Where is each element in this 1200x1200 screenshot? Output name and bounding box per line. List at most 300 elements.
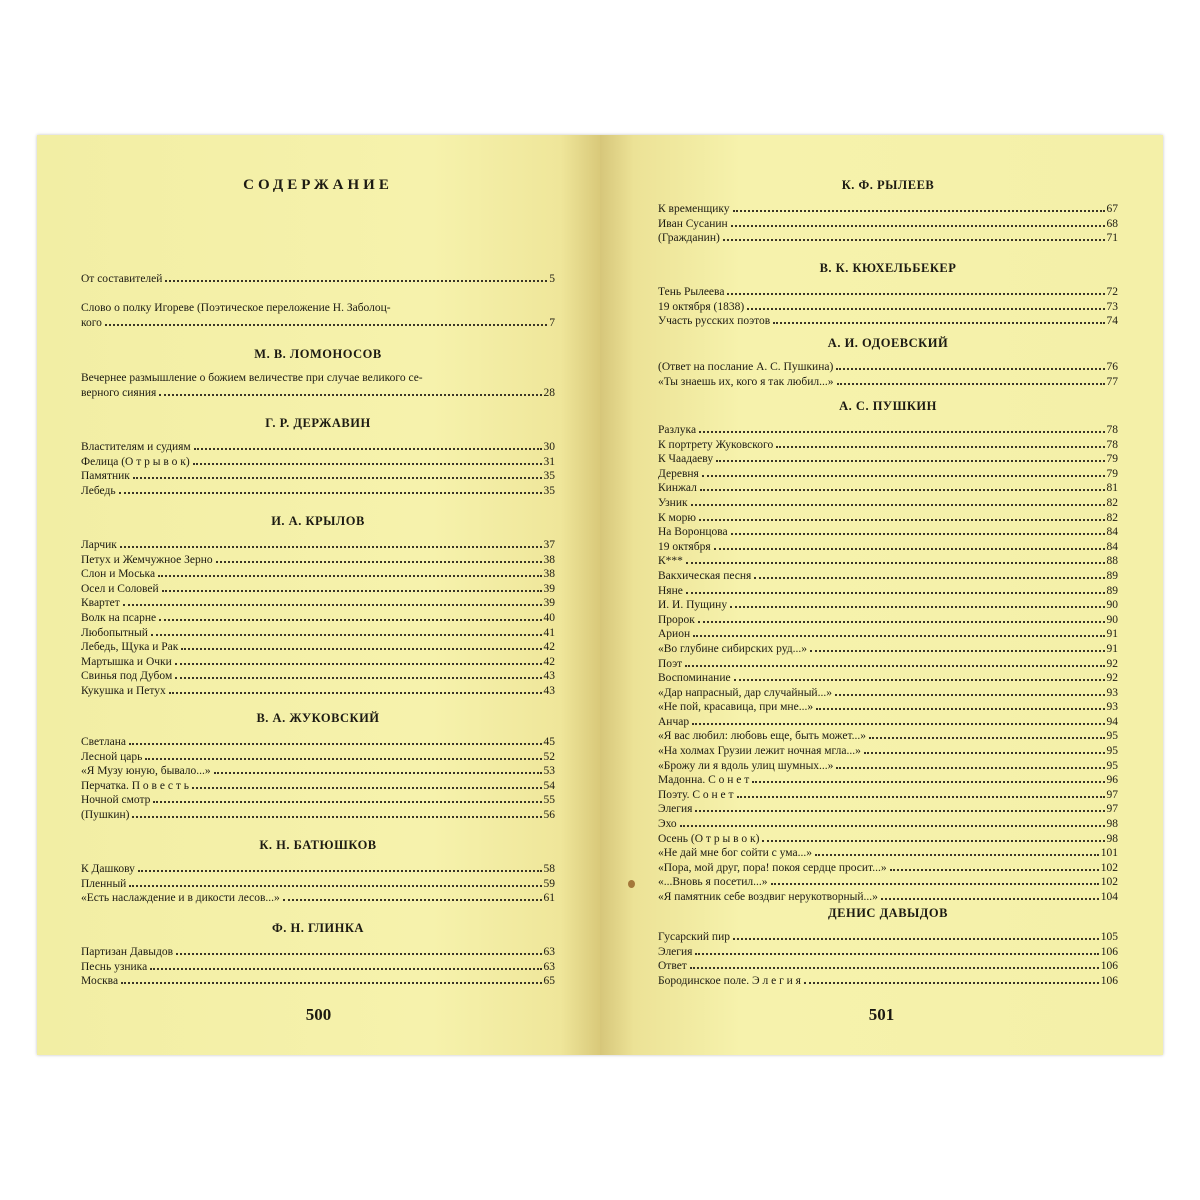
entry-page: 95: [1106, 745, 1118, 758]
toc-entry: [658, 613, 1118, 628]
section-batyushkov: [81, 837, 555, 906]
contents-title: СОДЕРЖАНИЕ: [243, 177, 393, 193]
author-heading: К. Ф. РЫЛЕЕВ: [841, 178, 935, 192]
author-heading: Г. Р. ДЕРЖАВИН: [265, 416, 371, 430]
entry-page: 71: [1106, 232, 1118, 245]
entry-title: «Есть наслаждение и в дикости лесов...»: [81, 892, 280, 905]
entry-page: 102: [1100, 876, 1118, 889]
leader-dots: [837, 383, 1105, 385]
leader-dots: [690, 967, 1099, 969]
toc-entry: [81, 808, 555, 823]
entry-title: Свинья под Дубом: [81, 670, 173, 683]
entry-title: Кукушка и Петух: [81, 684, 166, 697]
entry-title: К морю: [658, 511, 696, 524]
entry-page: 95: [1106, 730, 1118, 743]
entry-page: 30: [543, 441, 555, 453]
entry-page: 98: [1106, 832, 1118, 845]
toc-entry: [81, 655, 555, 670]
entry-page: 39: [543, 597, 555, 610]
entry-title: От составителей: [81, 273, 163, 285]
entry-title: «...Вновь я посетил...»: [658, 876, 768, 889]
leader-dots: [129, 743, 542, 745]
entry-title: Разлука: [658, 424, 697, 436]
entry-title: Няне: [658, 584, 683, 597]
leader-dots: [120, 546, 542, 548]
entry-title: Арион: [658, 628, 691, 641]
leader-dots: [192, 787, 542, 789]
book-spread: [37, 135, 1163, 1055]
entry-page: 78: [1106, 438, 1118, 451]
entry-title: К Чаадаеву: [658, 453, 714, 466]
toc-entry: [658, 642, 1118, 657]
entry-page: 91: [1106, 642, 1118, 655]
entry-title: Памятник: [81, 470, 130, 483]
entry-page: 5: [549, 273, 555, 285]
leader-dots: [754, 577, 1104, 579]
entry-page: 79: [1106, 453, 1118, 466]
toc-entry: [81, 626, 555, 641]
entry-title: Кинжал: [658, 482, 697, 495]
toc-entry: [81, 272, 555, 287]
entry-title: 19 октября: [658, 540, 711, 553]
entry-page: 97: [1106, 788, 1118, 801]
entry-title: Москва: [81, 975, 119, 988]
leader-dots: [734, 679, 1105, 681]
entry-title: Деревня: [658, 467, 699, 480]
entry-page: 63: [543, 946, 555, 958]
leader-dots: [181, 648, 541, 650]
entry-page: 92: [1106, 657, 1118, 670]
toc-entry: [81, 582, 555, 597]
entry-page: 106: [1100, 960, 1118, 973]
author-heading: И. А. КРЫЛОВ: [271, 514, 365, 528]
leader-dots: [105, 324, 547, 326]
entry-title: Перчатка. П о в е с т ь: [81, 779, 189, 792]
entry-page: 68: [1106, 217, 1118, 230]
leader-dots: [737, 796, 1105, 798]
leader-dots: [699, 519, 1105, 521]
leader-dots: [810, 650, 1105, 652]
entry-title: «Не дай мне бог сойти с ума...»: [658, 847, 812, 860]
leader-dots: [176, 953, 542, 955]
entry-title: Иван Сусанин: [658, 217, 728, 230]
toc-entry: [81, 538, 555, 553]
page-number: 500: [305, 1005, 332, 1024]
toc-entry: [658, 285, 1118, 300]
entry-title-line2: кого: [81, 316, 102, 329]
entry-page: 90: [1106, 599, 1118, 612]
leader-dots: [123, 604, 542, 606]
entry-page: 43: [543, 670, 555, 683]
leader-dots: [162, 590, 542, 592]
toc-entry: [658, 314, 1118, 329]
toc-entry: [81, 793, 555, 808]
leader-dots: [685, 665, 1104, 667]
entry-title: Поэту. С о н е т: [658, 788, 734, 801]
leader-dots: [890, 869, 1099, 871]
entry-page: 91: [1106, 628, 1118, 641]
entry-title: Фелица (О т р ы в о к): [81, 455, 190, 468]
entry-page: 37: [543, 539, 555, 551]
entry-page: 82: [1106, 511, 1118, 524]
leader-dots: [150, 968, 541, 970]
section-zhukovsky: [81, 710, 555, 823]
entry-page: 42: [543, 655, 555, 668]
toc-entry: [658, 802, 1118, 817]
toc-entry: [658, 202, 1118, 217]
entry-title: Бородинское поле. Э л е г и я: [658, 974, 801, 987]
entry-page: 78: [1106, 424, 1118, 436]
entry-page: 81: [1106, 482, 1118, 495]
leader-dots: [132, 816, 541, 818]
leader-dots: [159, 619, 541, 621]
entry-title: Элегия: [658, 945, 693, 958]
leader-dots: [731, 225, 1105, 227]
entry-page: 35: [543, 484, 555, 497]
entry-title: Петух и Жемчужное Зерно: [81, 553, 213, 566]
entry-title: Поэт: [658, 657, 683, 670]
entry-title: «Во глубине сибирских руд...»: [658, 642, 807, 655]
section-odoevsky: [658, 335, 1118, 389]
entry-page: 106: [1100, 974, 1118, 987]
entry-title: (Пушкин): [81, 808, 130, 821]
section-pushkin: [658, 398, 1118, 905]
entry-title: «Ты знаешь их, кого я так любил...»: [658, 375, 834, 388]
entry-title: (Ответ на послание А. С. Пушкина): [658, 361, 834, 373]
right-page: [600, 135, 1163, 1055]
toc-entry: [658, 671, 1118, 686]
entry-page: 7: [549, 316, 555, 329]
entry-title: Лесной царь: [81, 750, 143, 763]
leader-dots: [283, 899, 542, 901]
entry-page: 105: [1100, 931, 1118, 943]
section-krylov: [81, 513, 555, 699]
entry-page: 98: [1106, 818, 1118, 831]
leader-dots: [723, 239, 1105, 241]
entry-title-line1: Вечернее размышление о божием величестве при случае великого се-: [81, 372, 423, 384]
entry-title: Ночной смотр: [81, 794, 151, 807]
entry-page: 77: [1106, 375, 1118, 388]
leader-dots: [680, 825, 1105, 827]
leader-dots: [693, 635, 1104, 637]
leader-dots: [776, 446, 1104, 448]
toc-entry: [81, 596, 555, 611]
leader-dots: [214, 772, 542, 774]
entry-page: 39: [543, 582, 555, 595]
left-page: [37, 135, 600, 1055]
toc-entry: [658, 773, 1118, 788]
entry-page: 65: [543, 975, 555, 988]
leader-dots: [153, 801, 541, 803]
slovo-entry: [81, 301, 555, 330]
author-heading: В. К. КЮХЕЛЬБЕКЕР: [819, 261, 957, 275]
entry-title: Осень (О т р ы в о к): [658, 832, 760, 845]
author-heading: В. А. ЖУКОВСКИЙ: [256, 711, 380, 725]
leader-dots: [138, 870, 542, 872]
toc-entry: [658, 584, 1118, 599]
entry-title: Любопытный: [81, 626, 148, 639]
leader-dots: [145, 758, 541, 760]
entry-page: 76: [1106, 361, 1118, 373]
entry-page: 96: [1106, 774, 1118, 787]
leader-dots: [716, 460, 1104, 462]
entry-page: 52: [543, 750, 555, 763]
leader-dots: [193, 463, 542, 465]
leader-dots: [747, 308, 1104, 310]
entry-page: 41: [543, 626, 555, 639]
leader-dots: [864, 752, 1105, 754]
entry-title: «Не пой, красавица, при мне...»: [658, 701, 814, 714]
toc-entry: [81, 301, 555, 330]
leader-dots: [714, 548, 1105, 550]
entry-page: 93: [1106, 701, 1118, 714]
leader-dots: [158, 575, 541, 577]
toc-entry: [658, 700, 1118, 715]
toc-entry: [81, 469, 555, 484]
section-davydov: [658, 905, 1118, 988]
leader-dots: [686, 592, 1105, 594]
entry-title: «Дар напрасный, дар случайный...»: [658, 686, 832, 699]
toc-entry: [658, 540, 1118, 555]
leader-dots: [730, 606, 1104, 608]
entry-page: 43: [543, 684, 555, 697]
entry-page: 59: [543, 877, 555, 890]
entry-page: 55: [543, 794, 555, 807]
leader-dots: [169, 692, 542, 694]
leader-dots: [731, 533, 1105, 535]
entry-title: (Гражданин): [658, 232, 720, 245]
leader-dots: [771, 883, 1099, 885]
toc-entry: [658, 217, 1118, 232]
toc-entry: [658, 467, 1118, 482]
section-kyukhelbeker: [658, 260, 1118, 329]
entry-title-line2: верного сияния: [81, 386, 157, 399]
entry-page: 95: [1106, 759, 1118, 772]
toc-entry: [81, 440, 555, 455]
entry-page: 58: [543, 863, 555, 875]
toc-entry: [81, 735, 555, 750]
leader-dots: [691, 504, 1105, 506]
leader-dots: [699, 431, 1104, 433]
entry-title: Мартышка и Очки: [81, 655, 172, 668]
toc-entry: [81, 484, 555, 499]
entry-page: 61: [543, 892, 555, 905]
leader-dots: [175, 677, 541, 679]
entry-page: 88: [1106, 555, 1118, 568]
toc-entry: [81, 640, 555, 655]
toc-entry: [81, 891, 555, 906]
toc-entry: [658, 759, 1118, 774]
toc-entry: [81, 371, 555, 400]
entry-title: Анчар: [658, 715, 690, 728]
toc-entry: [81, 553, 555, 568]
entry-page: 74: [1106, 315, 1118, 328]
entry-page: 40: [543, 611, 555, 624]
toc-entry: [658, 729, 1118, 744]
leader-dots: [698, 621, 1105, 623]
toc-entry: [658, 598, 1118, 613]
entry-page: 38: [543, 568, 555, 581]
leader-dots: [702, 475, 1105, 477]
toc-entry: [658, 959, 1118, 974]
entry-title: К портрету Жуковского: [658, 438, 774, 451]
page-number: 501: [868, 1005, 895, 1024]
entry-title: Гусарский пир: [658, 931, 730, 943]
entry-title: Узник: [658, 496, 688, 509]
entry-title: Ларчик: [81, 539, 117, 551]
entry-title-line1: Слово о полку Игореве (Поэтическое переложение Н. Заболоц-: [81, 302, 391, 314]
entry-title: «На холмах Грузии лежит ночная мгла...»: [658, 745, 861, 758]
toc-entry: [658, 744, 1118, 759]
toc-entry: [658, 511, 1118, 526]
leader-dots: [175, 663, 542, 665]
toc-entry: [658, 569, 1118, 584]
leader-dots: [133, 477, 542, 479]
toc-entry: [81, 684, 555, 699]
toc-entry: [658, 300, 1118, 315]
toc-entry: [658, 875, 1118, 890]
toc-entry: [81, 455, 555, 470]
entry-title: К***: [658, 555, 683, 568]
entry-title: Властителям и судиям: [81, 441, 191, 453]
entry-page: 45: [543, 736, 555, 748]
entry-title: Пророк: [658, 613, 695, 626]
entry-title: «Я вас любил: любовь еще, быть может...»: [658, 730, 866, 743]
toc-entry: [658, 945, 1118, 960]
left-contents-column: [81, 135, 555, 1055]
toc-entry: [81, 877, 555, 892]
leader-dots: [804, 982, 1099, 984]
leader-dots: [815, 854, 1099, 856]
entry-page: 101: [1100, 847, 1118, 860]
paper-stain: [628, 880, 635, 888]
entry-title: Лебедь, Щука и Рак: [81, 641, 179, 654]
entry-title: Мадонна. С о н е т: [658, 774, 750, 787]
entry-title: Квартет: [81, 597, 120, 610]
section-glinka: [81, 920, 555, 989]
entry-title: «Пора, мой друг, пора! покоя сердце просит...»: [658, 861, 887, 874]
toc-entry: [658, 496, 1118, 511]
toc-entry: [658, 817, 1118, 832]
leader-dots: [773, 322, 1104, 324]
entry-page: 31: [543, 455, 555, 468]
entry-page: 84: [1106, 540, 1118, 553]
author-heading: М. В. ЛОМОНОСОВ: [254, 347, 382, 361]
entry-title: Эхо: [658, 818, 677, 831]
entry-page: 92: [1106, 672, 1118, 685]
entry-title: «Я Музу юную, бывало...»: [81, 765, 211, 778]
entry-page: 89: [1106, 584, 1118, 597]
entry-title: Волк на псарне: [81, 611, 157, 624]
right-contents-column: [658, 135, 1118, 1055]
entry-title: Осел и Соловей: [81, 582, 159, 595]
leader-dots: [869, 737, 1105, 739]
entry-page: 90: [1106, 613, 1118, 626]
toc-entry: [81, 669, 555, 684]
toc-entry: [658, 686, 1118, 701]
entry-title: Вакхическая песня: [658, 569, 752, 582]
leader-dots: [151, 634, 542, 636]
entry-page: 28: [543, 386, 555, 399]
section-derzhavin: [81, 415, 555, 498]
leader-dots: [733, 210, 1105, 212]
leader-dots: [816, 708, 1104, 710]
entry-title: Партизан Давыдов: [81, 946, 173, 958]
entry-title: На Воронцова: [658, 526, 728, 539]
leader-dots: [762, 840, 1104, 842]
leader-dots: [733, 938, 1099, 940]
toc-entry: [658, 930, 1118, 945]
entry-title: Воспоминание: [658, 672, 731, 685]
leader-dots: [165, 280, 547, 282]
entry-page: 67: [1106, 203, 1118, 215]
leader-dots: [686, 562, 1105, 564]
leader-dots: [129, 885, 541, 887]
section-lomonosov: [81, 346, 555, 400]
author-heading: К. Н. БАТЮШКОВ: [259, 838, 377, 852]
entry-page: 79: [1106, 467, 1118, 480]
entry-page: 82: [1106, 496, 1118, 509]
author-heading: Ф. Н. ГЛИНКА: [272, 921, 364, 935]
section-ryleev: [658, 177, 1118, 246]
entry-page: 104: [1100, 891, 1118, 903]
toc-entry: [658, 832, 1118, 847]
toc-entry: [81, 960, 555, 975]
toc-entry: [658, 846, 1118, 861]
entry-page: 93: [1106, 686, 1118, 699]
leader-dots: [835, 694, 1105, 696]
author-heading: А. И. ОДОЕВСКИЙ: [827, 336, 949, 350]
toc-entry: [658, 423, 1118, 438]
entry-title: Ответ: [658, 960, 687, 973]
leader-dots: [727, 293, 1104, 295]
toc-entry: [658, 525, 1118, 540]
entry-title: К Дашкову: [81, 863, 135, 875]
entry-page: 42: [543, 641, 555, 654]
toc-entry: [81, 611, 555, 626]
toc-entry: [658, 360, 1118, 375]
entry-page: 56: [543, 808, 555, 821]
entry-page: 97: [1106, 803, 1118, 816]
leader-dots: [695, 810, 1104, 812]
toc-entry: [658, 890, 1118, 905]
entry-title: Тень Рылеева: [658, 286, 725, 298]
leader-dots: [216, 561, 542, 563]
leader-dots: [836, 368, 1104, 370]
entry-title: Элегия: [658, 803, 693, 816]
entry-page: 63: [543, 960, 555, 973]
toc-entry: [658, 375, 1118, 390]
leader-dots: [700, 489, 1105, 491]
entry-page: 89: [1106, 569, 1118, 582]
toc-entry: [658, 715, 1118, 730]
entry-page: 106: [1100, 945, 1118, 958]
author-heading: А. С. ПУШКИН: [839, 399, 937, 413]
leader-dots: [836, 767, 1104, 769]
leader-dots: [692, 723, 1104, 725]
leader-dots: [695, 953, 1098, 955]
entry-page: 53: [543, 765, 555, 778]
toc-entry: [81, 750, 555, 765]
toc-entry: [658, 481, 1118, 496]
entry-title: «Я памятник себе воздвиг нерукотворный...»: [658, 891, 878, 903]
leader-dots: [881, 898, 1099, 900]
toc-entry: [658, 974, 1118, 989]
entry-page: 35: [543, 470, 555, 483]
toc-entry: [658, 231, 1118, 246]
entry-title: Пленный: [81, 877, 127, 890]
entry-page: 102: [1100, 861, 1118, 874]
